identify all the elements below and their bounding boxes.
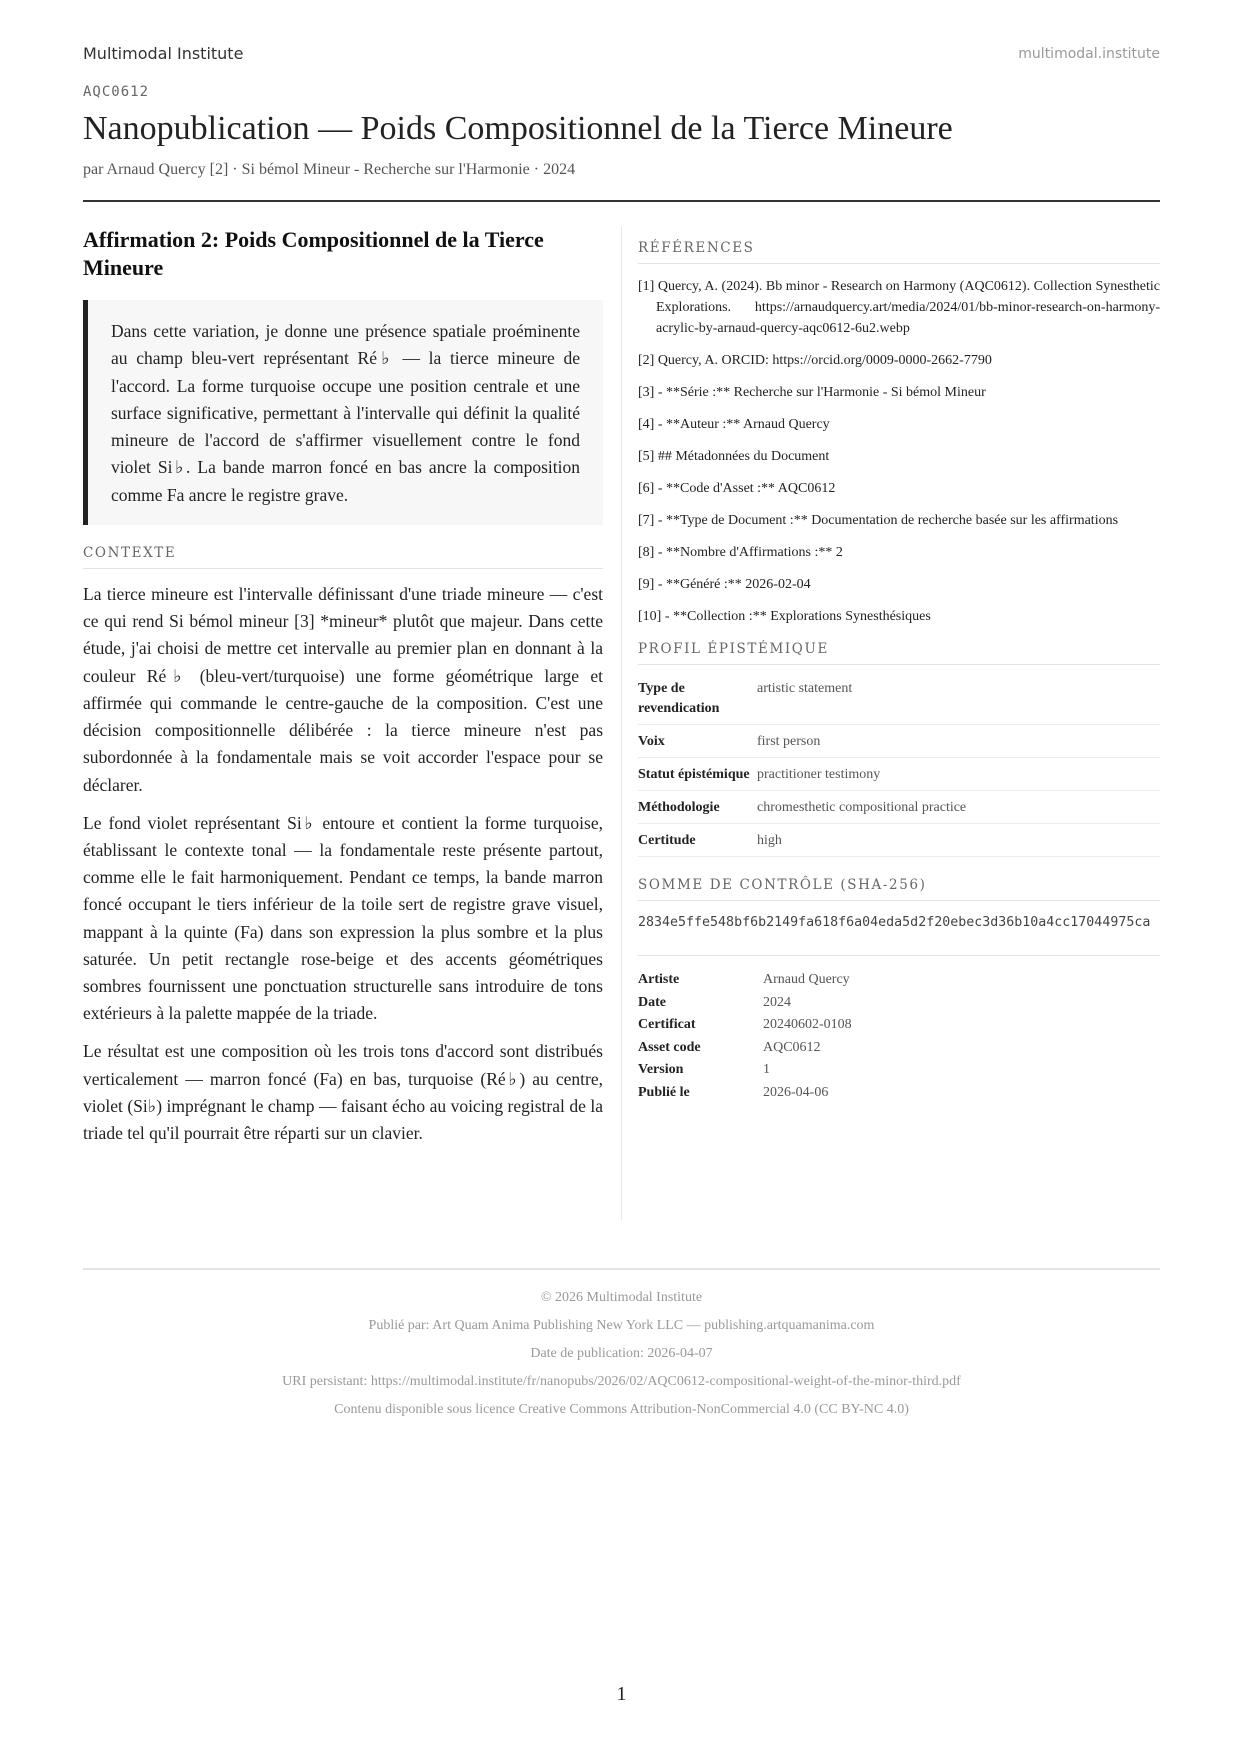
profile-row: [638, 824, 1160, 857]
metadata-table: [638, 972, 1160, 1108]
footer-copyright: © 2026 Multimodal Institute: [540, 1290, 703, 1305]
profile-row: [638, 672, 1160, 725]
metadata-key: Artiste: [638, 972, 680, 987]
reference-item[interactable]: [2] Quercy, A. ORCID: https://orcid.org/0009-0000-2662-7790: [638, 353, 992, 368]
metadata-value: Arnaud Quercy: [763, 972, 850, 987]
metadata-key: Asset code: [638, 1039, 701, 1055]
profile-value: high: [757, 833, 782, 848]
reference-item: [5] ## Métadonnées du Document: [638, 449, 830, 464]
claim-title: Affirmation 2: Poids Compositionnel de la Tierce Mineure: [83, 227, 544, 280]
reference-item: [6] - **Code d'Asset :** AQC0612: [638, 481, 836, 496]
institute-url[interactable]: multimodal.institute: [1018, 46, 1160, 62]
profile-key: Statut épistémique: [638, 767, 750, 782]
metadata-key: Publié le: [638, 1084, 690, 1100]
context-paragraph: Le résultat est une composition où les trois tons d'accord sont distribués verticalement — marron foncé (Fa) en bas, turquoise (Ré♭) au centre, violet (Si♭) imprégnant le champ — faisant écho au voicing registral de la triade tel qu'il pourrait être réparti sur un clavier.: [83, 1041, 603, 1143]
context-paragraph: La tierce mineure est l'intervalle définissant d'une triade mineure — c'est ce qui rend Si bémol mineur [3] *mineur* plutôt que majeur. Dans cette étude, j'ai choisi de mettre cet intervalle au premier plan en donnant à la couleur Ré♭ (bleu-vert/turquoise) une forme géométrique large et affirmée qui commande le centre-gauche de la composition. C'est une décision compositionnelle délibérée : la tierce mineure n'est pas subordonnée à la fondamentale mais se voit accorder l'espace pour se déclarer.: [83, 584, 603, 795]
profile-key: Type de revendication: [638, 681, 720, 716]
profile-value: artistic statement: [757, 681, 853, 696]
footer-publication-date: Date de publication: 2026-04-07: [530, 1346, 713, 1361]
metadata-key: Version: [638, 1062, 684, 1078]
reference-item: [7] - **Type de Document :** Documentation de recherche basée sur les affirmations: [638, 513, 1119, 528]
reference-item: [3] - **Série :** Recherche sur l'Harmonie - Si bémol Mineur: [638, 385, 986, 400]
epistemic-profile-heading: PROFIL ÉPISTÉMIQUE: [638, 641, 1160, 665]
metadata-key: Date: [638, 994, 666, 1010]
profile-row: [638, 791, 1160, 824]
metadata-row: [638, 1040, 1160, 1063]
metadata-value: 20240602-0108: [763, 1017, 852, 1033]
context-heading: CONTEXTE: [83, 545, 603, 569]
column-divider: [621, 226, 622, 1220]
reference-item[interactable]: [1] Quercy, A. (2024). Bb minor - Research on Harmony (AQC0612). Collection Synesthetic Explorations. https://arnaudquercy.art/media/2024/01/bb-minor-research-on-harmony-acrylic-by-arnaud-quercy-aqc0612-6u2.webp: [638, 279, 1160, 336]
profile-value: first person: [757, 734, 821, 749]
checksum-value: 2834e5ffe548bf6b2149fa618f6a04eda5d2f20ebec3d36b10a4cc17044975ca: [638, 913, 1160, 956]
sidebar: [638, 240, 1160, 1108]
footer-persistent-uri[interactable]: URI persistant: https://multimodal.institute/fr/nanopubs/2026/02/AQC0612-compositional-weight-of-the-minor-third.pdf: [282, 1374, 961, 1389]
metadata-value: 2026-04-06: [763, 1084, 829, 1100]
main-column: [83, 226, 603, 1147]
profile-key: Certitude: [638, 833, 696, 848]
profile-key: Voix: [638, 734, 665, 749]
metadata-value: 1: [763, 1062, 770, 1078]
institute-name: Multimodal Institute: [83, 44, 244, 63]
metadata-row: [638, 1062, 1160, 1085]
epistemic-profile-table: [638, 672, 1160, 857]
checksum-heading: SOMME DE CONTRÔLE (SHA-256): [638, 877, 1160, 901]
metadata-value: 2024: [763, 994, 791, 1010]
profile-value: chromesthetic compositional practice: [757, 800, 967, 815]
metadata-key: Certificat: [638, 1017, 696, 1033]
metadata-row: [638, 972, 1160, 995]
reference-item: [4] - **Auteur :** Arnaud Quercy: [638, 417, 830, 432]
page-footer: [83, 1268, 1160, 1424]
metadata-row: [638, 995, 1160, 1018]
page-header: [83, 44, 1160, 68]
reference-item: [10] - **Collection :** Explorations Synesthésiques: [638, 609, 931, 624]
byline: par Arnaud Quercy [2] · Si bémol Mineur - Recherche sur l'Harmonie · 2024: [83, 161, 576, 178]
reference-item: [8] - **Nombre d'Affirmations :** 2: [638, 545, 843, 560]
page-title: Nanopublication — Poids Compositionnel de la Tierce Mineure: [83, 110, 953, 147]
reference-item: [9] - **Généré :** 2026-02-04: [638, 577, 811, 592]
claim-quote: Dans cette variation, je donne une présence spatiale proéminente au champ bleu-vert représentant Ré♭ — la tierce mineure de l'accord. La forme turquoise occupe une position centrale et une surface significative, permettant à l'intervalle qui définit la qualité mineure de l'accord de s'affirmer visuellement contre le fond violet Si♭. La bande marron foncé en bas ancre la composition comme Fa ancre le registre grave.: [83, 300, 603, 525]
footer-publisher[interactable]: Publié par: Art Quam Anima Publishing New York LLC — publishing.artquamanima.com: [368, 1318, 875, 1333]
profile-key: Méthodologie: [638, 800, 720, 815]
context-paragraph: Le fond violet représentant Si♭ entoure et contient la forme turquoise, établissant le contexte tonal — la fondamentale reste présente partout, comme elle le fait harmoniquement. Pendant ce temps, la bande marron foncé occupant le tiers inférieur de la toile sert de registre grave visuel, mappant à la quinte (Fa) dans son expression la plus sombre et la plus saturée. Un petit rectangle rose-beige et des accents géométriques sombres fournissent une ponctuation structurelle sans introduire de tons extérieurs à la palette mappée de la triade.: [83, 812, 603, 1024]
page-number: 1: [616, 1683, 627, 1705]
metadata-value: AQC0612: [763, 1039, 821, 1055]
context-body: [83, 581, 603, 1147]
metadata-row: [638, 1085, 1160, 1108]
header-divider: [83, 200, 1160, 202]
asset-id: AQC0612: [83, 84, 150, 100]
profile-row: [638, 725, 1160, 758]
references-heading: RÉFÉRENCES: [638, 240, 1160, 264]
profile-value: practitioner testimony: [757, 767, 881, 782]
profile-row: [638, 758, 1160, 791]
footer-license: Contenu disponible sous licence Creative Commons Attribution-NonCommercial 4.0 (CC BY-NC 4.0): [334, 1402, 909, 1417]
references-list: [638, 276, 1160, 627]
metadata-row: [638, 1017, 1160, 1040]
